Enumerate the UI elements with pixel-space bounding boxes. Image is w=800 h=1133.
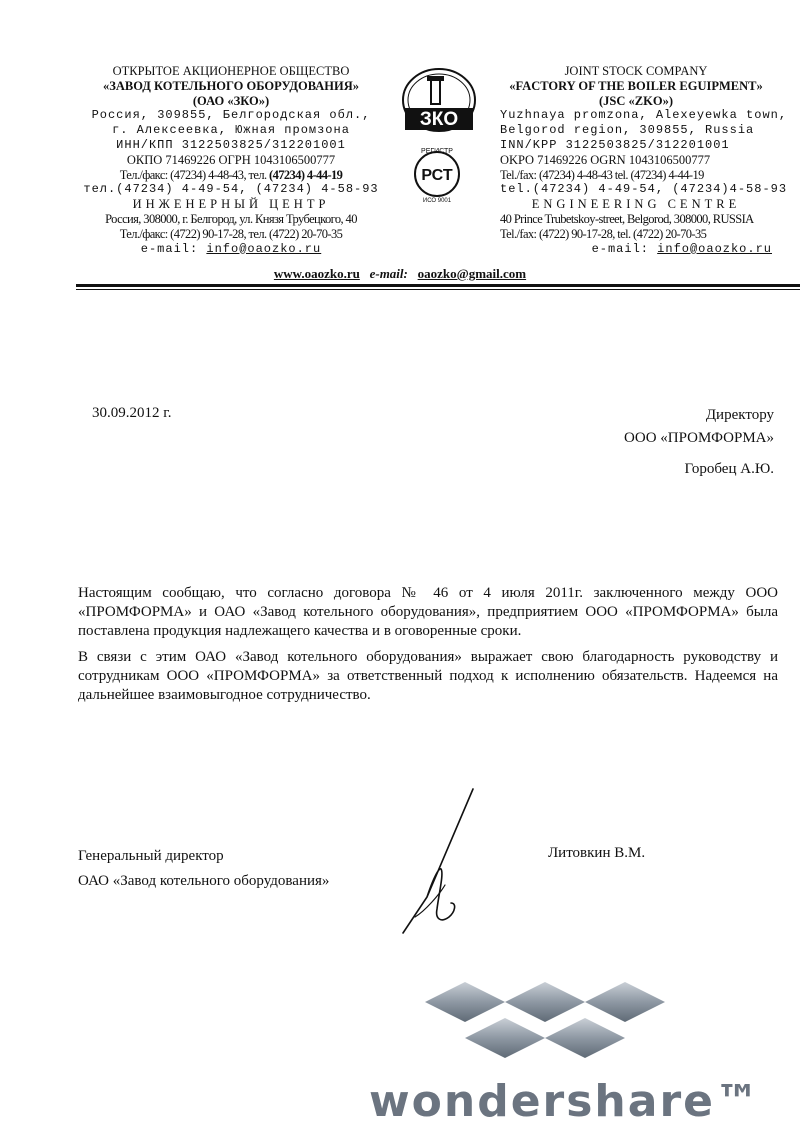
iso-text: ИСО 9001 <box>422 198 452 204</box>
address-ru-1: Россия, 309855, Белгородская обл., <box>91 108 371 123</box>
diamond-icon <box>585 982 665 1022</box>
email-ru-link[interactable]: info@oaozko.ru <box>206 241 322 256</box>
inn-ru: ИНН/КПП 3122503825/312201001 <box>116 137 346 152</box>
recipient-title: Директору <box>705 407 774 423</box>
email-label: e-mail: <box>369 266 408 281</box>
company-type-en: JOINT STOCK COMPANY <box>564 64 708 78</box>
address-en-2: Belgorod region, 309855, Russia <box>500 123 755 138</box>
email-ru: e-mail: info@oaozko.ru <box>140 241 322 256</box>
okpo-ru: ОКПО 71469226 ОГРН 1043106500777 <box>126 152 336 167</box>
center-title-ru: ИНЖЕНЕРНЫЙ ЦЕНТР <box>132 197 330 212</box>
header-left <box>82 64 380 256</box>
register-text: РЕГИСТР <box>421 148 453 155</box>
diamond-icon <box>465 1018 545 1058</box>
signer-name: Литовкин В.М. <box>548 845 646 861</box>
contact-line <box>0 266 800 282</box>
email-en-link[interactable]: info@oaozko.ru <box>657 241 772 256</box>
company-type-ru: ОТКРЫТОЕ АКЦИОНЕРНОЕ ОБЩЕСТВО <box>112 64 350 78</box>
diamond-icon <box>505 982 585 1022</box>
company-logo <box>381 66 497 216</box>
company-short-en: (JSC «ZKO») <box>599 93 673 108</box>
email-en: e-mail: info@oaozko.ru <box>591 241 772 256</box>
wondershare-text: wondershare™ <box>369 1076 761 1127</box>
pct-text: РСТ <box>421 167 453 184</box>
paragraph-2: В связи с этим ОАО «Завод котельного оборудования» выражает свою благодарность руководству и сотрудникам ООО «ПРОМФОРМА» за ответственный подход к исполнению обязательств. Надеемся на дальнейшее взаимовыгодное сотрудничество. <box>78 649 778 703</box>
signature <box>395 785 485 935</box>
recipient-company: ООО «ПРОМФОРМА» <box>624 430 774 446</box>
signer-block <box>78 844 329 894</box>
inn-en: INN/KPP 3122503825/312201001 <box>500 137 730 152</box>
paragraph-1: Настоящим сообщаю, что согласно договора № 46 от 4 июля 2011г. заключенного между ООО «ПРОМФОРМА» и ОАО «Завод котельного оборудования», предприятием ООО «ПРОМФОРМА» была поставлена продукция надлежащего качества и в оговоренные сроки. <box>78 585 778 639</box>
company-name-ru: «ЗАВОД КОТЕЛЬНОГО ОБОРУДОВАНИЯ» <box>102 78 360 93</box>
zko-logo-text: ЗКО <box>419 109 459 130</box>
company-short-ru: (ОАО «ЗКО») <box>192 93 270 108</box>
company-name-en: «FACTORY OF THE BOILER EGUIPMENT» <box>509 78 763 93</box>
header-rule-thick <box>76 284 800 287</box>
header-right <box>500 64 788 256</box>
diamond-icon <box>545 1018 625 1058</box>
center-address-ru: Россия, 308000, г. Белгород, ул. Князя Трубецкого, 40 <box>105 211 357 226</box>
phone-en-2: tel.(47234) 4-49-54, (47234)4-58-93 <box>500 182 788 197</box>
okpo-en: OKPO 71469226 OGRN 1043106500777 <box>500 152 711 167</box>
address-en-1: Yuzhnaya promzona, Alexeyewka town, <box>500 108 788 123</box>
phone-ru-2: тел.(47234) 4-49-54, (47234) 4-58-93 <box>83 182 379 197</box>
center-phone-en: Tel./fax: (4722) 90-17-28, tel. (4722) 20-70-35 <box>500 226 707 241</box>
recipient-block <box>560 404 774 481</box>
header-rule-thin <box>76 289 800 290</box>
center-title-en: ENGINEERING CENTRE <box>531 197 741 212</box>
diamond-icon-group <box>425 982 665 1058</box>
phone-ru-1: Тел./факс: (47234) 4-48-43, тел. (47234) 4-44-19 <box>119 167 343 182</box>
center-phone-ru: Тел./факс: (4722) 90-17-28, тел. (4722) 20-70-35 <box>119 226 343 241</box>
address-ru-2: г. Алексеевка, Южная промзона <box>112 123 350 138</box>
gmail-link[interactable]: oaozko@gmail.com <box>417 266 527 281</box>
phone-en-1: Tel./fax: (47234) 4-48-43 tel. (47234) 4-44-19 <box>500 167 704 182</box>
letter-date: 30.09.2012 г. <box>92 405 172 421</box>
center-address-en: 40 Prince Trubetskoy-street, Belgorod, 308000, RUSSIA <box>500 211 754 226</box>
recipient-name: Горобец А.Ю. <box>684 461 774 477</box>
wondershare-watermark <box>355 978 775 1128</box>
diamond-icon <box>425 982 505 1022</box>
website-link[interactable]: www.oaozko.ru <box>273 266 360 281</box>
signer-company: ОАО «Завод котельного оборудования» <box>78 873 330 889</box>
signer-title: Генеральный директор <box>78 848 224 864</box>
